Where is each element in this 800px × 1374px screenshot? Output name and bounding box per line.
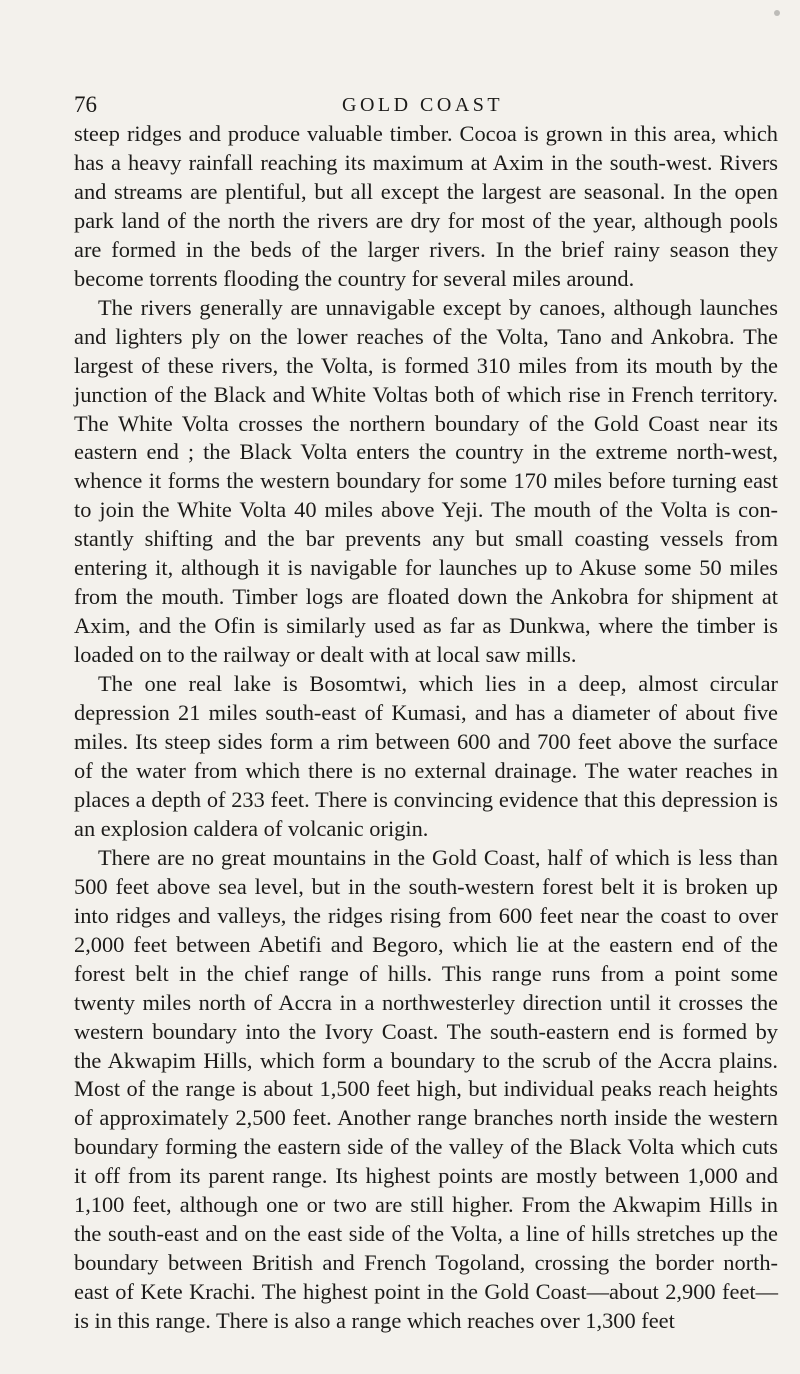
running-head: GOLD COAST <box>342 94 504 116</box>
page-number: 76 <box>74 92 97 117</box>
paragraph: The one real lake is Bosomtwi, which lies in a deep, almost circular depression 21 miles south-east of Kumasi, and has a diameter of about five miles. Its steep sides form a rim between 600 and 700 feet above the surface of the water from which there is no external drainage. The water reaches in places a depth of 233 feet. There is convincing evidence that this depression is an explosion caldera of volcanic origin. <box>74 671 778 841</box>
paragraph: steep ridges and produce valuable timber. Cocoa is grown in this area, which has a heavy rainfall reaching its maximum at Axim in the south-west. Rivers and streams are plentiful, but all except the largest are seasonal. In the open park land of the north the rivers are dry for most of the year, although pools are formed in the beds of the larger rivers. In the brief rainy season they become torrents flooding the country for several miles around. <box>74 121 778 291</box>
paragraph: The rivers generally are unnavigable except by canoes, although launches and lighters ply on the lower reaches of the Volta, Tano and Ankobra. The largest of these rivers, the Volta, is formed 310 miles from its mouth by the junction of the Black and White Voltas both of which rise in French territory. The White Volta crosses the northern boundary of the Gold Coast near its eastern end ; the Black Volta enters the country in the extreme north-west, whence it forms the western boundary for some 170 miles before turning east to join the White Volta 40 miles above Yeji. The mouth of the Volta is constantly shifting and the bar prevents any but small coasting vessels from entering it, although it is navigable for launches up to Akuse some 50 miles from the mouth. Timber logs are floated down the Ankobra for shipment at Axim, and the Ofin is similarly used as far as Dunkwa, where the timber is loaded on to the railway or dealt with at local saw mills. <box>74 294 778 668</box>
body-text <box>74 120 778 1336</box>
page-header <box>74 90 778 120</box>
book-page <box>74 90 778 1336</box>
paper-speck <box>774 10 780 16</box>
paragraph: There are no great mountains in the Gold Coast, half of which is less than 500 feet above sea level, but in the south-western forest belt it is broken up into ridges and valleys, the ridges rising from 600 feet near the coast to over 2,000 feet between Abetifi and Begoro, which lie at the eastern end of the forest belt in the chief range of hills. This range runs from a point some twenty miles north of Accra in a northwesterley direction until it crosses the western boundary into the Ivory Coast. The south-eastern end is formed by the Akwapim Hills, which form a boundary to the scrub of the Accra plains. Most of the range is about 1,500 feet high, but individual peaks reach heights of approximately 2,500 feet. Another range branches north inside the western boundary forming the eastern side of the valley of the Black Volta which cuts it off from its parent range. Its highest points are mostly between 1,000 and 1,100 feet, although one or two are still higher. From the Akwapim Hills in the south-east and on the east side of the Volta, a line of hills stretches up the boundary between British and French Togoland, crossing the border north-east of Kete Krachi. The highest point in the Gold Coast—about 2,900 feet—is in this range. There is also a range which reaches over 1,300 feet <box>74 844 778 1334</box>
